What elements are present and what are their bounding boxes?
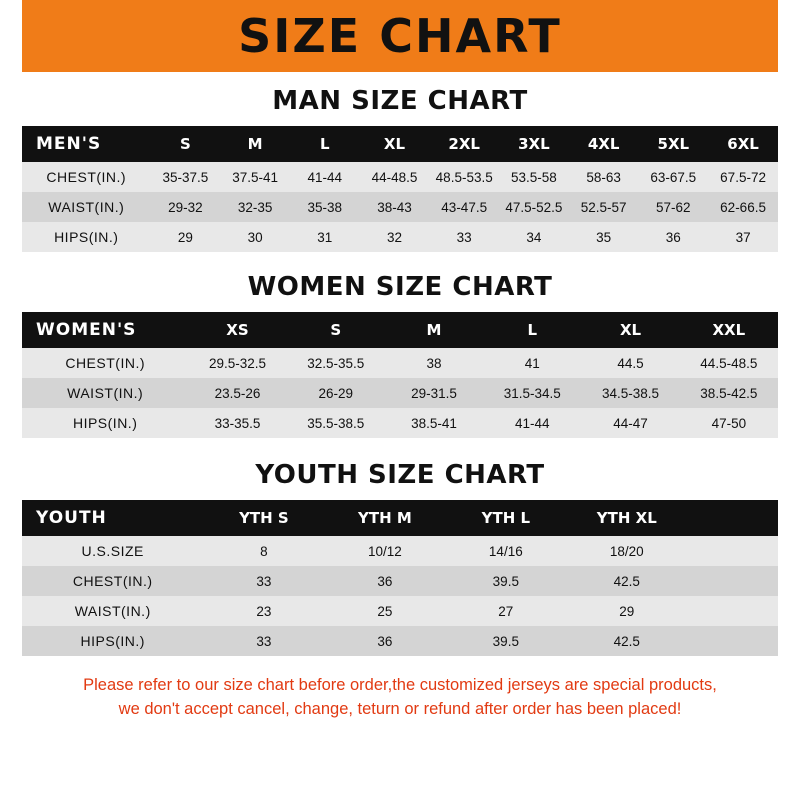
women-size-table [22, 312, 778, 438]
policy-note-line-1: Please refer to our size chart before order,the customized jerseys are special products, [83, 676, 717, 694]
women-r0c3: 41 [524, 355, 540, 371]
youth-col-0: YTH S [239, 509, 289, 527]
women-r1c4: 34.5-38.5 [602, 385, 660, 401]
youth-r0-pad [687, 536, 778, 566]
man-r1c3: 38-43 [377, 199, 412, 215]
women-r0c2: 38 [426, 355, 442, 371]
youth-r1-pad [687, 566, 778, 596]
women-r2c4: 44-47 [613, 415, 648, 431]
women-r2c5: 47-50 [711, 415, 747, 431]
table-header-row [22, 312, 778, 348]
policy-note [22, 674, 778, 722]
table-row [22, 596, 778, 626]
man-r0c1: 37.5-41 [232, 169, 278, 185]
youth-r0c0: 8 [260, 543, 268, 559]
man-r0c3: 44-48.5 [371, 169, 418, 185]
women-r1c0: 23.5-26 [214, 385, 261, 401]
man-row-2-label: HIPS(IN.) [54, 229, 119, 245]
youth-col-3: YTH XL [596, 509, 657, 527]
youth-r2c0: 23 [256, 603, 272, 619]
youth-r1c2: 39.5 [492, 573, 519, 589]
youth-corner-label: YOUTH [36, 508, 107, 528]
man-table-body [22, 162, 778, 252]
man-r1c4: 43-47.5 [441, 199, 488, 215]
youth-r1c3: 42.5 [613, 573, 640, 589]
man-r2c4: 33 [456, 229, 472, 245]
youth-row-1-label: CHEST(IN.) [72, 573, 153, 589]
youth-r3-pad [687, 626, 778, 656]
women-r0c4: 44.5 [617, 355, 644, 371]
table-row [22, 222, 778, 252]
man-r2c6: 35 [596, 229, 612, 245]
man-r0c8: 67.5-72 [720, 169, 766, 185]
youth-r3c3: 42.5 [613, 633, 640, 649]
women-col-3: L [527, 321, 538, 339]
youth-r2-pad [687, 596, 778, 626]
man-r2c2: 31 [317, 229, 333, 245]
women-r1c1: 26-29 [318, 385, 353, 401]
youth-row-3-label: HIPS(IN.) [80, 633, 145, 649]
header-band [0, 0, 800, 72]
man-r0c7: 63-67.5 [650, 169, 697, 185]
page-title: SIZE CHART [238, 9, 562, 63]
man-r2c1: 30 [247, 229, 263, 245]
man-r0c4: 48.5-53.5 [435, 169, 493, 185]
youth-col-1: YTH M [357, 509, 412, 527]
youth-table-body [22, 536, 778, 656]
women-row-2-label: HIPS(IN.) [72, 415, 138, 431]
man-col-1: M [247, 135, 263, 153]
women-r1c2: 29-31.5 [411, 385, 457, 401]
table-header-row [22, 126, 778, 162]
women-col-0: XS [226, 321, 249, 339]
man-r2c7: 36 [665, 229, 681, 245]
women-r0c5: 44.5-48.5 [700, 355, 758, 371]
youth-r2c2: 27 [498, 603, 514, 619]
youth-row-2-label: WAIST(IN.) [74, 603, 151, 619]
policy-note-line-2: we don't accept cancel, change, teturn or refund after order has been placed! [118, 699, 682, 718]
women-r2c2: 38.5-41 [411, 415, 457, 431]
youth-r2c1: 25 [377, 603, 393, 619]
women-corner-label: WOMEN'S [36, 320, 137, 340]
man-r1c1: 32-35 [237, 199, 273, 215]
women-row-0-label: CHEST(IN.) [65, 355, 145, 371]
man-r2c5: 34 [526, 229, 542, 245]
man-r2c0: 29 [177, 229, 193, 245]
youth-r3c1: 36 [377, 633, 393, 649]
table-row [22, 192, 778, 222]
man-section-title: MAN SIZE CHART [272, 86, 528, 116]
table-row [22, 378, 778, 408]
women-r1c5: 38.5-42.5 [700, 385, 758, 401]
women-r0c1: 32.5-35.5 [307, 355, 365, 371]
man-col-4: 2XL [448, 135, 480, 153]
man-r1c6: 52.5-57 [580, 199, 627, 215]
header-right-spacer [778, 0, 800, 72]
youth-r1c0: 33 [256, 573, 272, 589]
man-r1c7: 57-62 [656, 199, 691, 215]
man-col-5: 3XL [518, 135, 550, 153]
women-r2c0: 33-35.5 [214, 415, 261, 431]
table-row [22, 566, 778, 596]
women-col-1: S [330, 321, 342, 339]
table-row [22, 162, 778, 192]
women-col-4: XL [619, 321, 642, 339]
man-r0c6: 58-63 [586, 169, 621, 185]
women-table-body [22, 348, 778, 438]
women-r2c3: 41-44 [514, 415, 550, 431]
youth-r1c1: 36 [377, 573, 393, 589]
women-r0c0: 29.5-32.5 [208, 355, 266, 371]
youth-col-pad [687, 500, 778, 536]
women-col-5: XXL [712, 321, 746, 339]
man-r1c5: 47.5-52.5 [505, 199, 563, 215]
women-section-title: WOMEN SIZE CHART [247, 272, 553, 302]
man-r0c0: 35-37.5 [162, 169, 209, 185]
man-r2c8: 37 [735, 229, 751, 245]
youth-size-table [22, 500, 778, 656]
youth-r3c0: 33 [256, 633, 272, 649]
youth-section-title: YOUTH SIZE CHART [255, 460, 545, 490]
man-table-header [22, 126, 778, 162]
man-r0c2: 41-44 [307, 169, 343, 185]
man-col-8: 6XL [727, 135, 759, 153]
youth-r0c2: 14/16 [488, 543, 523, 559]
youth-r3c2: 39.5 [492, 633, 519, 649]
youth-r0c3: 18/20 [609, 543, 644, 559]
man-r0c5: 53.5-58 [511, 169, 557, 185]
man-row-1-label: WAIST(IN.) [48, 199, 125, 215]
man-corner-label: MEN'S [36, 134, 102, 154]
man-r2c3: 32 [386, 229, 402, 245]
table-row [22, 348, 778, 378]
man-size-table [22, 126, 778, 252]
youth-table-header [22, 500, 778, 536]
table-header-row [22, 500, 778, 536]
man-col-3: XL [383, 135, 406, 153]
table-row [22, 626, 778, 656]
man-col-0: S [179, 135, 191, 153]
youth-r0c1: 10/12 [367, 543, 402, 559]
man-r1c0: 29-32 [168, 199, 203, 215]
table-row [22, 408, 778, 438]
women-col-2: M [426, 321, 442, 339]
man-col-6: 4XL [587, 135, 620, 153]
table-row [22, 536, 778, 566]
women-row-1-label: WAIST(IN.) [67, 385, 144, 401]
youth-col-2: YTH L [481, 509, 531, 527]
youth-r2c3: 29 [619, 603, 635, 619]
women-r2c1: 35.5-38.5 [307, 415, 365, 431]
man-col-2: L [320, 135, 330, 153]
man-r1c8: 62-66.5 [720, 199, 766, 215]
man-row-0-label: CHEST(IN.) [46, 169, 127, 185]
man-r1c2: 35-38 [307, 199, 343, 215]
content-area [0, 86, 800, 722]
man-col-7: 5XL [657, 135, 690, 153]
women-r1c3: 31.5-34.5 [503, 385, 561, 401]
women-table-header [22, 312, 778, 348]
youth-row-0-label: U.S.SIZE [81, 543, 144, 559]
header-left-spacer [0, 0, 22, 72]
